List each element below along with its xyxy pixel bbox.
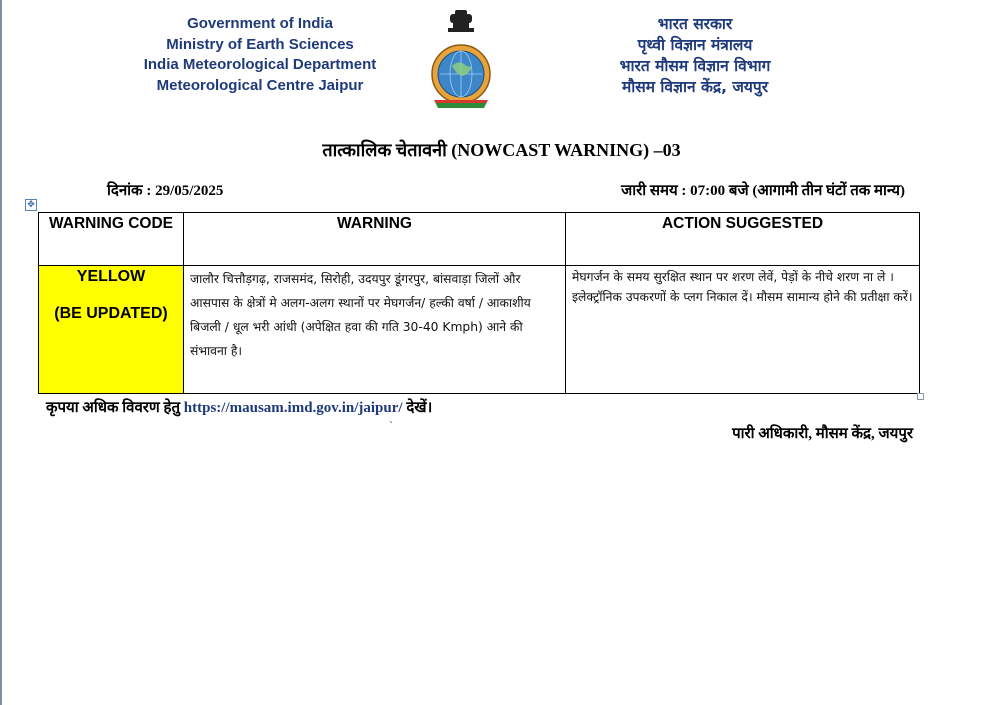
table-resize-handle[interactable]	[917, 393, 924, 400]
date-label: दिनांक : 29/05/2025	[107, 183, 224, 199]
signature: पारी अधिकारी, मौसम केंद्र, जयपुर	[732, 426, 913, 442]
more-info-line	[46, 397, 432, 417]
issue-time-label: जारी समय : 07:00 बजे (आगामी तीन घंटों तक मान्य)	[621, 183, 905, 199]
header-en-line-3: India Meteorological Department	[143, 56, 377, 73]
header-action-label: ACTION SUGGESTED	[661, 215, 824, 232]
header-hi-line-1: भारत सरकार	[657, 15, 733, 33]
warning-code-note: (BE UPDATED)	[54, 305, 168, 322]
warning-text: जालौर चित्तौड़गढ़, राजसमंद, सिरोही, उदयपुर डूंगरपुर, बांसवाड़ा जिलों और आसपास के क्षेत्रों मे अलग-अलग स्थानों पर मेघगर्जन/ हल्की वर्षा / आकाशीय बिजली / धूल भरी आंधी (अपेक्षित हवा की गति 30-40 Kmph) आने की संभावना है।	[184, 266, 566, 394]
header-en-line-4: Meteorological Centre Jaipur	[156, 76, 364, 94]
header-warning-label: WARNING	[337, 215, 412, 232]
header-english	[120, 14, 400, 96]
page-left-edge	[0, 0, 2, 705]
more-info-prefix: कृपया अधिक विवरण हेतु	[46, 400, 184, 416]
header-warning-code	[39, 213, 184, 266]
header-hindi	[590, 14, 800, 98]
warning-code-value: YELLOW	[76, 268, 146, 285]
action-text: मेघगर्जन के समय सुरक्षित स्थान पर शरण लेवें, पेड़ों के नीचे शरण ना ले । इलेक्ट्रॉनिक उपकरणों के प्लग निकाल दें। मौसम सामान्य होने की प्रतीक्षा करें।	[566, 266, 920, 394]
warning-table	[38, 212, 920, 394]
table-move-handle-icon[interactable]: ✥	[25, 199, 37, 211]
table-row	[39, 266, 920, 394]
more-info-suffix: देखें।	[402, 400, 433, 416]
header-en-line-1: Government of India	[187, 15, 333, 32]
header-warning	[184, 213, 566, 266]
imd-emblem-icon	[428, 8, 494, 114]
table-header-row	[39, 213, 920, 266]
header-hi-line-2: पृथ्वी विज्ञान मंत्रालय	[637, 36, 753, 54]
header-warning-code-label: WARNING CODE	[49, 215, 173, 232]
more-info-link[interactable]: https://mausam.imd.gov.in/jaipur/	[183, 400, 403, 416]
header-hi-line-3: भारत मौसम विज्ञान विभाग	[619, 57, 771, 75]
header-en-line-2: Ministry of Earth Sciences	[166, 35, 354, 53]
warning-code-cell	[39, 266, 184, 394]
header-hi-line-4: मौसम विज्ञान केंद्र, जयपुर	[621, 78, 769, 96]
stray-mark: `	[389, 421, 394, 432]
header-action-suggested	[566, 213, 920, 266]
document-title: तात्कालिक चेतावनी (NOWCAST WARNING) –03	[322, 140, 681, 160]
